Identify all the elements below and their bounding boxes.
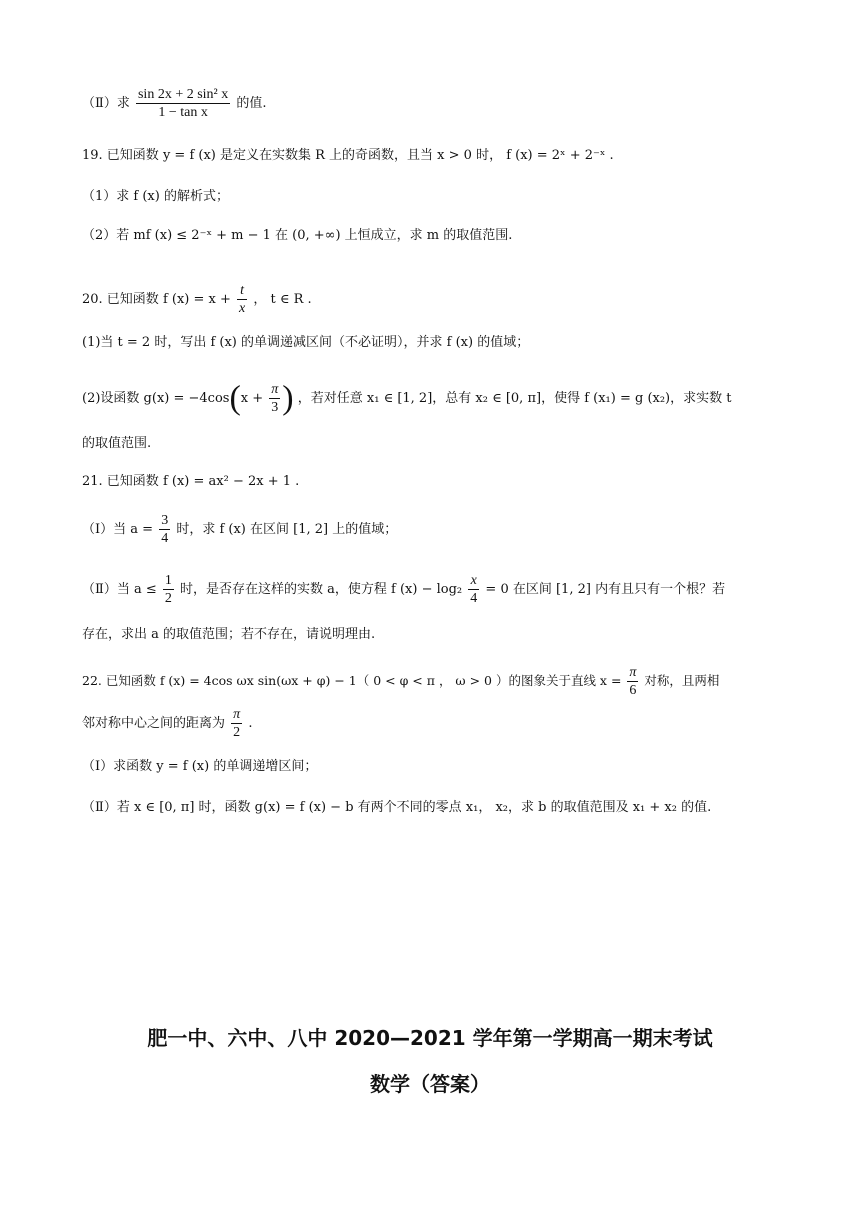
- q21-stem: 21. 已知函数 f (x) = ax² − 2x + 1 .: [82, 474, 300, 489]
- answer-section-title: 肥一中、六中、八中 2020—2021 学年第一学期高一期末考试: [147, 1026, 713, 1050]
- q20-part-1: (1)当 t = 2 时，写出 f (x) 的单调递减区间（不必证明），并求 f (x) 的值域；: [82, 335, 530, 350]
- q18-part-ii-prefix: （Ⅱ）求: [82, 96, 130, 111]
- q22-stem-prefix: 22. 已知函数 f (x) = 4cos ωx sin(ωx + φ) − 1（ 0 < φ < π ， ω > 0 ）的图象关于直线 x =: [82, 673, 622, 688]
- q21-part-2-suffix: = 0 在区间 [1, 2] 内有且只有一个根？若: [485, 582, 726, 597]
- left-paren: (: [229, 379, 241, 417]
- q20-part-2-continued: 的取值范围.: [82, 436, 152, 451]
- q18-fraction-numerator: sin 2x + 2 sin² x: [137, 87, 229, 102]
- right-paren: ): [282, 379, 294, 417]
- q21-p2-num2: x: [468, 572, 479, 590]
- q22-stem: [82, 664, 719, 699]
- q22-stem-continued: [82, 706, 252, 741]
- q21-part-1-prefix: （Ⅰ）当 a =: [82, 522, 154, 537]
- q20-fraction-numerator: t: [237, 282, 247, 300]
- q20-fraction-denominator: x: [239, 301, 246, 316]
- q19-part-2: （2）若 mf (x) ≤ 2⁻ˣ + m − 1 在 (0, +∞) 上恒成立，求 m 的取值范围.: [82, 228, 513, 243]
- q20-stem-prefix: 20. 已知函数 f (x) = x +: [82, 292, 231, 307]
- q22-part-1: （Ⅰ）求函数 y = f (x) 的单调递增区间；: [82, 759, 318, 774]
- q21-part-2-mid: 时，是否存在这样的实数 a，使方程 f (x) − log₂: [180, 582, 463, 597]
- answer-section-subtitle: 数学（答案）: [370, 1072, 490, 1096]
- q21-p2-den: 2: [164, 591, 172, 606]
- q22-stem-num: π: [629, 665, 637, 680]
- q21-one-half: [163, 572, 174, 607]
- q21-x-over-4: [468, 572, 479, 607]
- q21-part-2-continued: 存在，求出 a 的取值范围；若不存在，请说明理由.: [82, 627, 376, 642]
- q21-part-2-prefix: （Ⅱ）当 a ≤: [82, 582, 157, 597]
- q19-stem: 19. 已知函数 y = f (x) 是定义在实数集 R 上的奇函数，且当 x > 0 时， f (x) = 2ˣ + 2⁻ˣ .: [82, 148, 614, 163]
- q22-part-2: （Ⅱ）若 x ∈ [0, π] 时，函数 g(x) = f (x) − b 有两个不同的零点 x₁， x₂，求 b 的取值范围及 x₁ + x₂ 的值.: [82, 800, 712, 815]
- q22-cont-den: 2: [233, 725, 241, 740]
- q22-cont-suffix: .: [248, 716, 253, 731]
- q22-cont-prefix: 邻对称中心之间的距离为: [82, 716, 226, 731]
- q21-p1-den: 4: [161, 531, 169, 546]
- q20-pi-over-3: [269, 381, 280, 416]
- q22-stem-den: 6: [629, 683, 637, 698]
- q21-part-1: [82, 512, 397, 547]
- q18-fraction-denominator: 1 − tan x: [158, 105, 208, 120]
- q21-part-2: [82, 572, 725, 607]
- q18-fraction: [136, 86, 230, 121]
- q21-part-1-suffix: 时，求 f (x) 在区间 [1, 2] 上的值域；: [176, 522, 398, 537]
- q19-part-1: （1）求 f (x) 的解析式；: [82, 189, 229, 204]
- q22-pi-over-2: [231, 706, 242, 741]
- q22-stem-suffix: 对称，且两相: [644, 673, 720, 688]
- q22-cont-num: π: [233, 707, 241, 722]
- q20-part-2: [82, 381, 731, 416]
- q21-p1-num: 3: [161, 513, 169, 528]
- q20-stem: [82, 282, 312, 317]
- q18-part-ii: [82, 86, 267, 121]
- q21-three-quarters: [159, 512, 170, 547]
- q20-part-2-suffix: ，若对任意 x₁ ∈ [1, 2]，总有 x₂ ∈ [0, π]，使得 f (x₁) = g (x₂)，求实数 t: [297, 391, 732, 406]
- q18-part-ii-suffix: 的值.: [236, 96, 267, 111]
- q22-pi-over-6: [627, 664, 638, 699]
- q20-stem-suffix: ， t ∈ R .: [253, 292, 312, 307]
- q20-fraction: [237, 282, 247, 317]
- q21-p2-den2: 4: [470, 591, 478, 606]
- q20-three: 3: [271, 400, 279, 415]
- q20-pi: π: [271, 382, 279, 397]
- q20-part-2-prefix: (2)设函数 g(x) = −4cos: [82, 391, 230, 406]
- q21-p2-num: 1: [164, 573, 172, 588]
- q20-part-2-inner: x +: [240, 391, 264, 406]
